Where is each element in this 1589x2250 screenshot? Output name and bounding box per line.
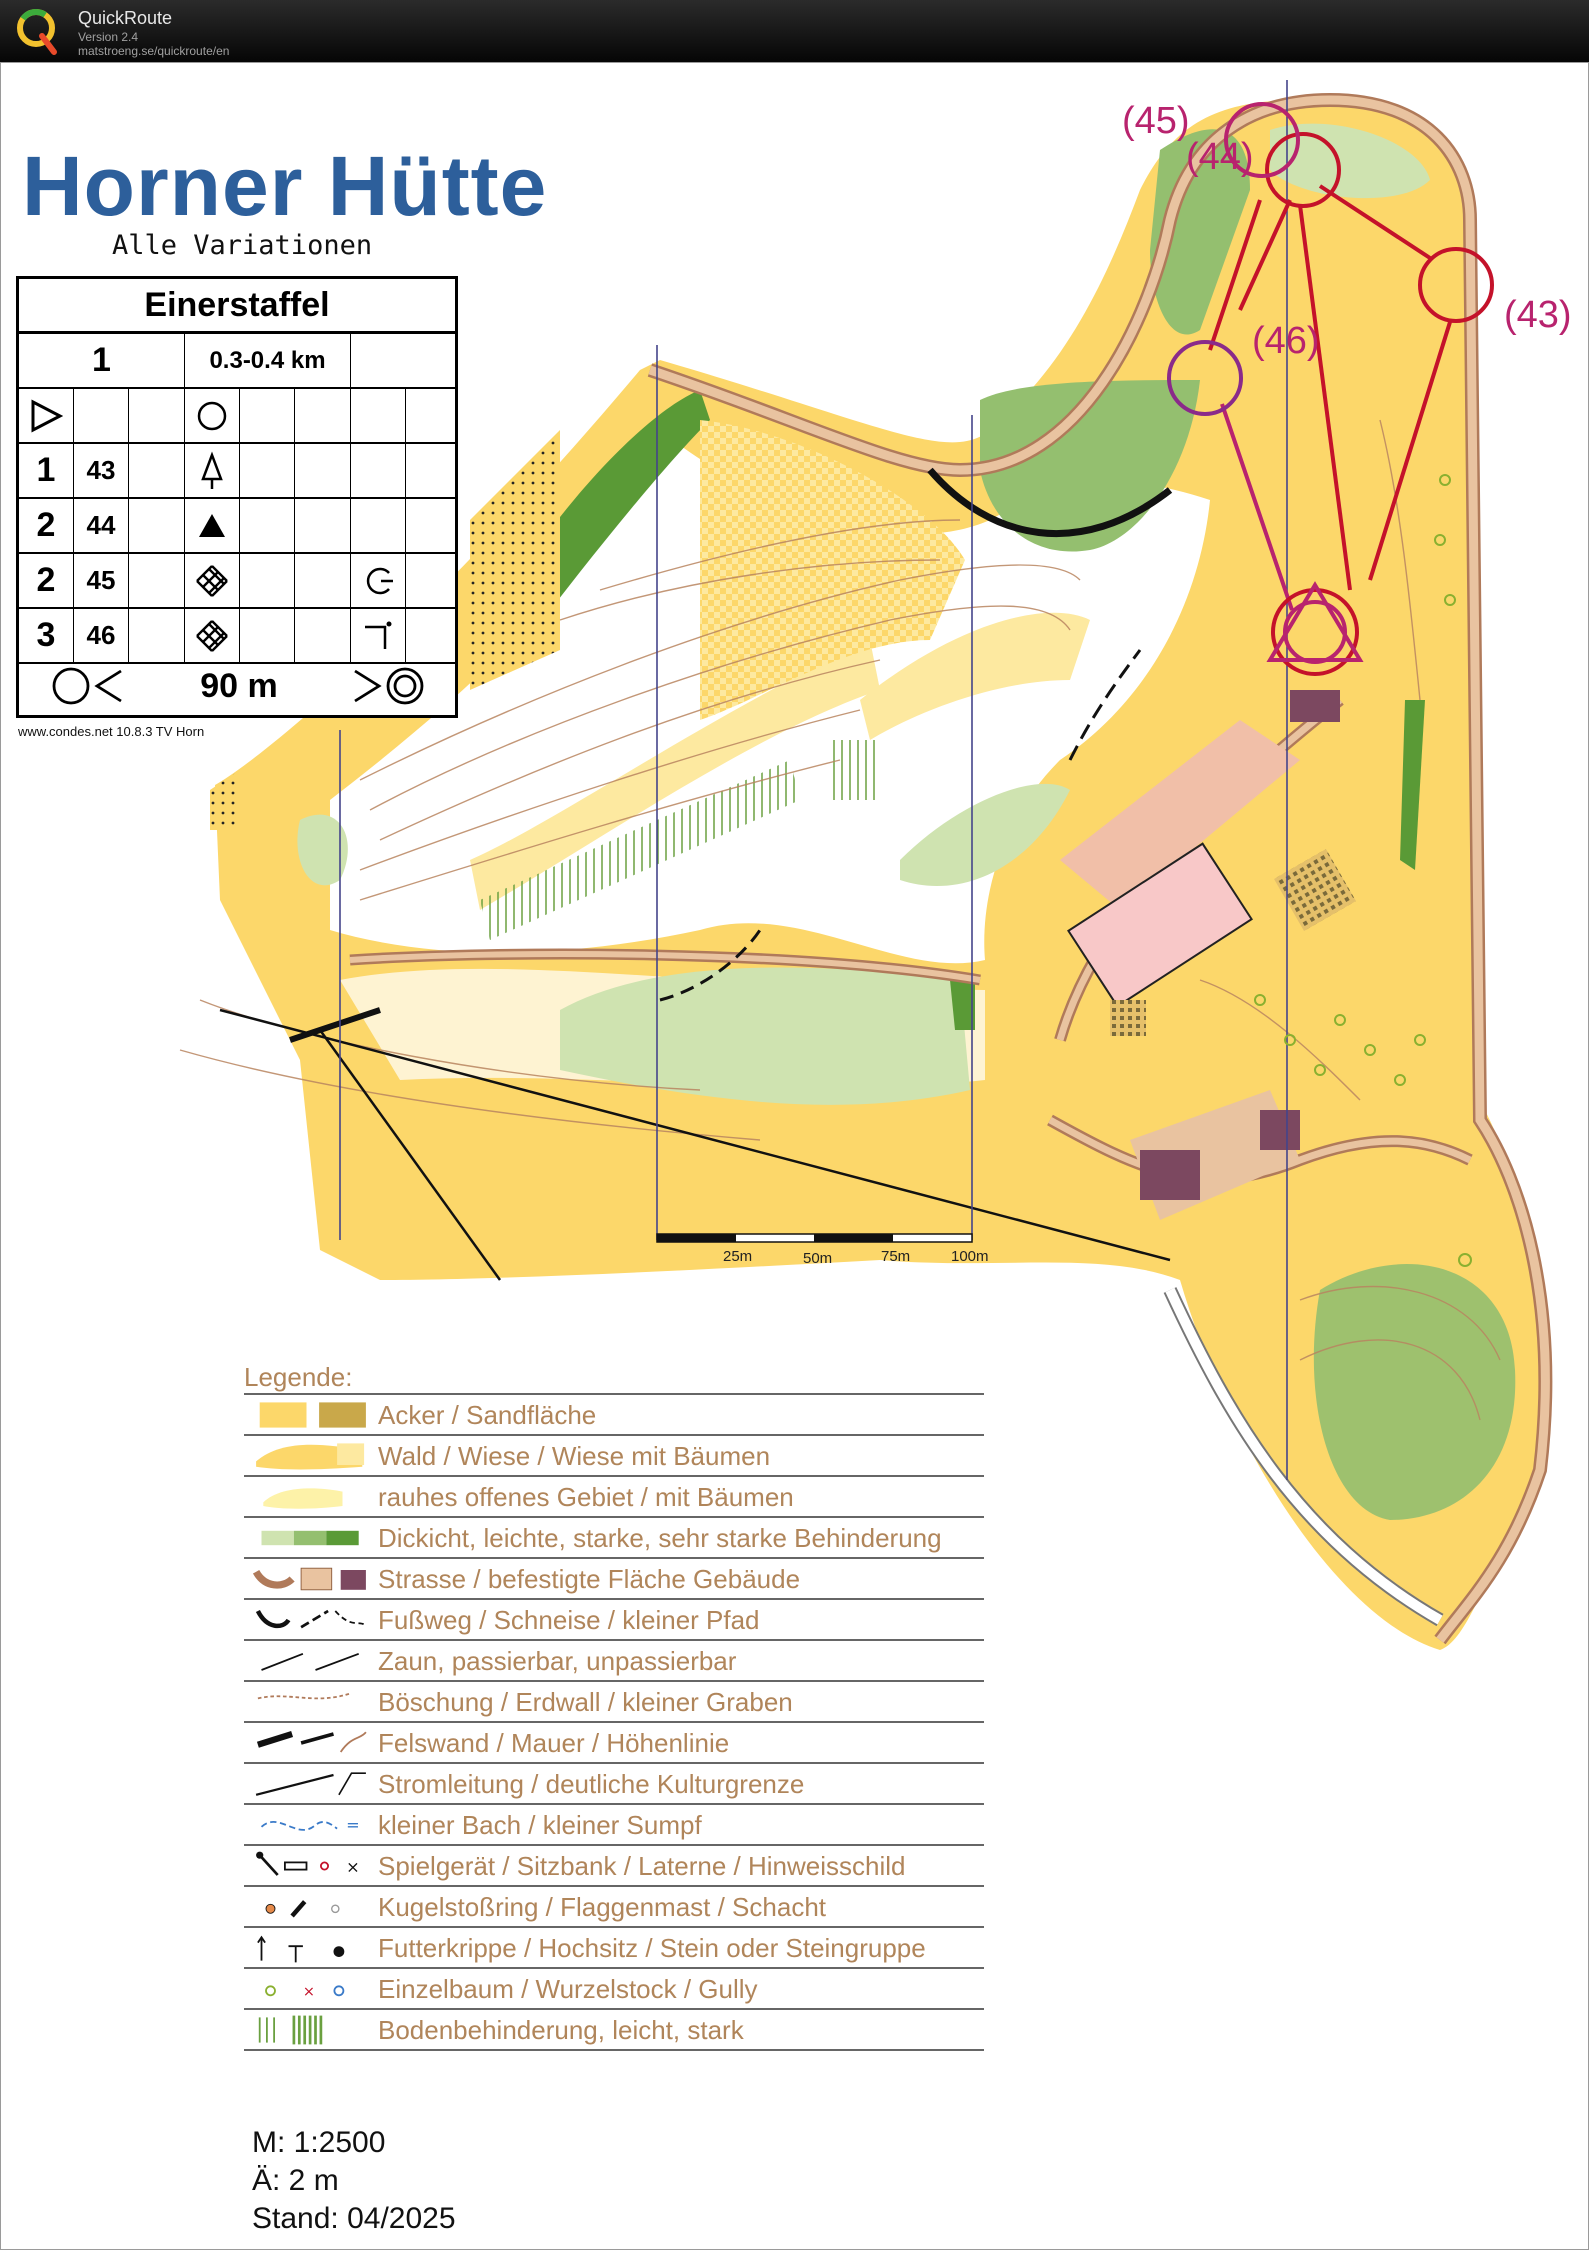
legend-symbol-icon	[246, 1561, 376, 1597]
cd-code: 45	[74, 554, 129, 607]
cd-control-row	[19, 554, 455, 609]
cd-cell	[240, 444, 295, 497]
legend-label: Zaun, passierbar, unpassierbar	[378, 1646, 737, 1676]
legend-row	[244, 1639, 984, 1682]
cd-cell	[129, 389, 185, 442]
cd-seq: 3	[19, 609, 74, 662]
scale-label: 50m	[803, 1250, 833, 1267]
legend-label: Felswand / Mauer / Höhenlinie	[378, 1728, 730, 1758]
legend-symbol-icon	[246, 1971, 376, 2007]
legend-row	[244, 1803, 984, 1846]
legend-symbol-icon	[246, 1889, 376, 1925]
cd-control-row	[19, 609, 455, 664]
cd-seq: 2	[19, 554, 74, 607]
cd-cell	[129, 499, 185, 552]
svg-text:×: ×	[302, 1984, 315, 2001]
cd-header-row	[19, 334, 455, 389]
cd-cell	[129, 609, 185, 662]
legend-label: Futterkrippe / Hochsitz / Stein oder Steingruppe	[378, 1933, 926, 1963]
legend-label: Stromleitung / deutliche Kulturgrenze	[378, 1769, 805, 1799]
legend-row	[244, 1393, 984, 1436]
cd-cell	[351, 499, 406, 552]
position-corner-icon	[351, 609, 406, 662]
legend-label: Dickicht, leichte, starke, sehr starke Behinderung	[378, 1523, 942, 1553]
legend-row	[244, 1516, 984, 1559]
legend-label: Böschung / Erdwall / kleiner Graben	[378, 1687, 793, 1717]
legend-symbol-icon	[246, 1766, 376, 1802]
cd-cell	[351, 389, 406, 442]
legend-symbol-icon	[246, 1520, 376, 1556]
legend-row	[244, 1967, 984, 2010]
legend-symbol-icon	[246, 1684, 376, 1720]
map-equidistance: Ä: 2 m	[252, 2164, 339, 2197]
cd-cell	[295, 499, 351, 552]
control-label: (43)	[1504, 294, 1572, 336]
legend-row	[244, 1475, 984, 1518]
control-label: (45)	[1122, 100, 1190, 142]
legend-row	[244, 1844, 984, 1887]
field-dotted	[470, 430, 560, 690]
scale-label: 75m	[881, 1248, 911, 1265]
sand-area-2	[1110, 1000, 1146, 1036]
legend-row	[244, 1598, 984, 1641]
cd-code: 44	[74, 499, 129, 552]
cd-cell	[240, 389, 295, 442]
control-label: (44)	[1186, 136, 1254, 178]
app-version: Version 2.4	[78, 30, 139, 44]
building-2	[1140, 1150, 1200, 1200]
control-label: (46)	[1252, 320, 1320, 362]
legend-row	[244, 1557, 984, 1600]
legend-row	[244, 1885, 984, 1928]
title-bar	[0, 0, 1589, 62]
legend-row	[244, 1680, 984, 1723]
finish-icon	[349, 665, 439, 707]
cd-cell	[295, 554, 351, 607]
legend-label: Wald / Wiese / Wiese mit Bäumen	[378, 1441, 771, 1471]
legend-row	[244, 1721, 984, 1764]
cd-cell	[74, 389, 129, 442]
map-title: Horner Hütte	[22, 139, 548, 233]
cd-cell	[295, 444, 351, 497]
cd-cell	[295, 609, 351, 662]
legend-label: kleiner Bach / kleiner Sumpf	[378, 1810, 702, 1840]
cd-credit: www.condes.net 10.8.3 TV Horn	[18, 724, 205, 739]
legend-row	[244, 1434, 984, 1477]
legend-label: Kugelstoßring / Flaggenmast / Schacht	[378, 1892, 827, 1922]
quickroute-logo-icon	[14, 6, 60, 56]
cd-control-row	[19, 499, 455, 554]
legend-row	[244, 1762, 984, 1805]
legend-symbol-icon	[246, 1438, 376, 1474]
legend-symbol-icon	[246, 1479, 376, 1515]
cd-finish-distance: 90 m	[200, 667, 278, 705]
cd-code: 43	[74, 444, 129, 497]
building-3	[1260, 1110, 1300, 1150]
legend-row	[244, 1926, 984, 1969]
legend-symbol-icon	[246, 1643, 376, 1679]
scale-label: 25m	[723, 1248, 753, 1265]
cd-cell	[129, 554, 185, 607]
scale-bar	[657, 1234, 972, 1242]
scale-label: 100m	[951, 1248, 989, 1265]
cd-cell	[240, 499, 295, 552]
legend-symbol-icon	[246, 1848, 376, 1884]
legend-label: Spielgerät / Sitzbank / Laterne / Hinweisschild	[378, 1851, 906, 1881]
cd-cell	[295, 389, 351, 442]
svg-text:=: =	[346, 1815, 360, 1835]
legend-label: Einzelbaum / Wurzelstock / Gully	[378, 1974, 758, 2004]
map-subtitle: Alle Variationen	[112, 230, 373, 261]
cd-seq: 2	[19, 499, 74, 552]
map-scale: M: 1:2500	[252, 2126, 386, 2159]
legend-symbol-icon	[246, 2012, 376, 2048]
app-name: QuickRoute	[78, 8, 173, 28]
cd-cell	[240, 609, 295, 662]
control-description-table	[16, 276, 458, 718]
undergrowth-2	[830, 740, 880, 800]
start-icon	[19, 389, 74, 442]
svg-text:×: ×	[346, 1857, 360, 1877]
thicket-icon	[185, 609, 240, 662]
cd-course: 1	[19, 334, 185, 387]
legend-symbol-icon	[246, 1397, 376, 1433]
legend-symbol-icon	[246, 1807, 376, 1843]
thicket-icon	[185, 554, 240, 607]
legend-title: Legende:	[244, 1362, 353, 1392]
finish-from-control-icon	[49, 665, 139, 707]
cd-title: Einerstaffel	[19, 279, 455, 334]
legend-bottom-rule	[244, 2049, 984, 2052]
cd-cell	[129, 444, 185, 497]
legend-label: Acker / Sandfläche	[378, 1400, 597, 1430]
legend-label: Strasse / befestigte Fläche Gebäude	[378, 1564, 801, 1594]
cd-start-row	[19, 389, 455, 444]
legend-label: rauhes offenes Gebiet / mit Bäumen	[378, 1482, 794, 1512]
legend-label: Fußweg / Schneise / kleiner Pfad	[378, 1605, 760, 1635]
boulder-icon	[185, 499, 240, 552]
cd-finish-row	[19, 657, 455, 715]
legend-symbol-icon	[246, 1725, 376, 1761]
map-date: Stand: 04/2025	[252, 2202, 456, 2235]
cd-code: 46	[74, 609, 129, 662]
single-tree-icon	[185, 444, 240, 497]
legend-symbol-icon	[246, 1602, 376, 1638]
legend-label: Bodenbehinderung, leicht, stark	[378, 2015, 744, 2045]
feature-circle-icon	[185, 389, 240, 442]
cd-cell	[351, 444, 406, 497]
position-edge-icon	[351, 554, 406, 607]
cd-length: 0.3-0.4 km	[185, 334, 351, 387]
building-1	[1290, 690, 1340, 722]
cd-control-row	[19, 444, 455, 499]
legend-symbol-icon	[246, 1930, 376, 1966]
legend-row	[244, 2008, 984, 2051]
cd-cell	[240, 554, 295, 607]
cd-empty	[351, 334, 461, 387]
app-url[interactable]: matstroeng.se/quickroute/en	[78, 44, 230, 58]
cd-seq: 1	[19, 444, 74, 497]
